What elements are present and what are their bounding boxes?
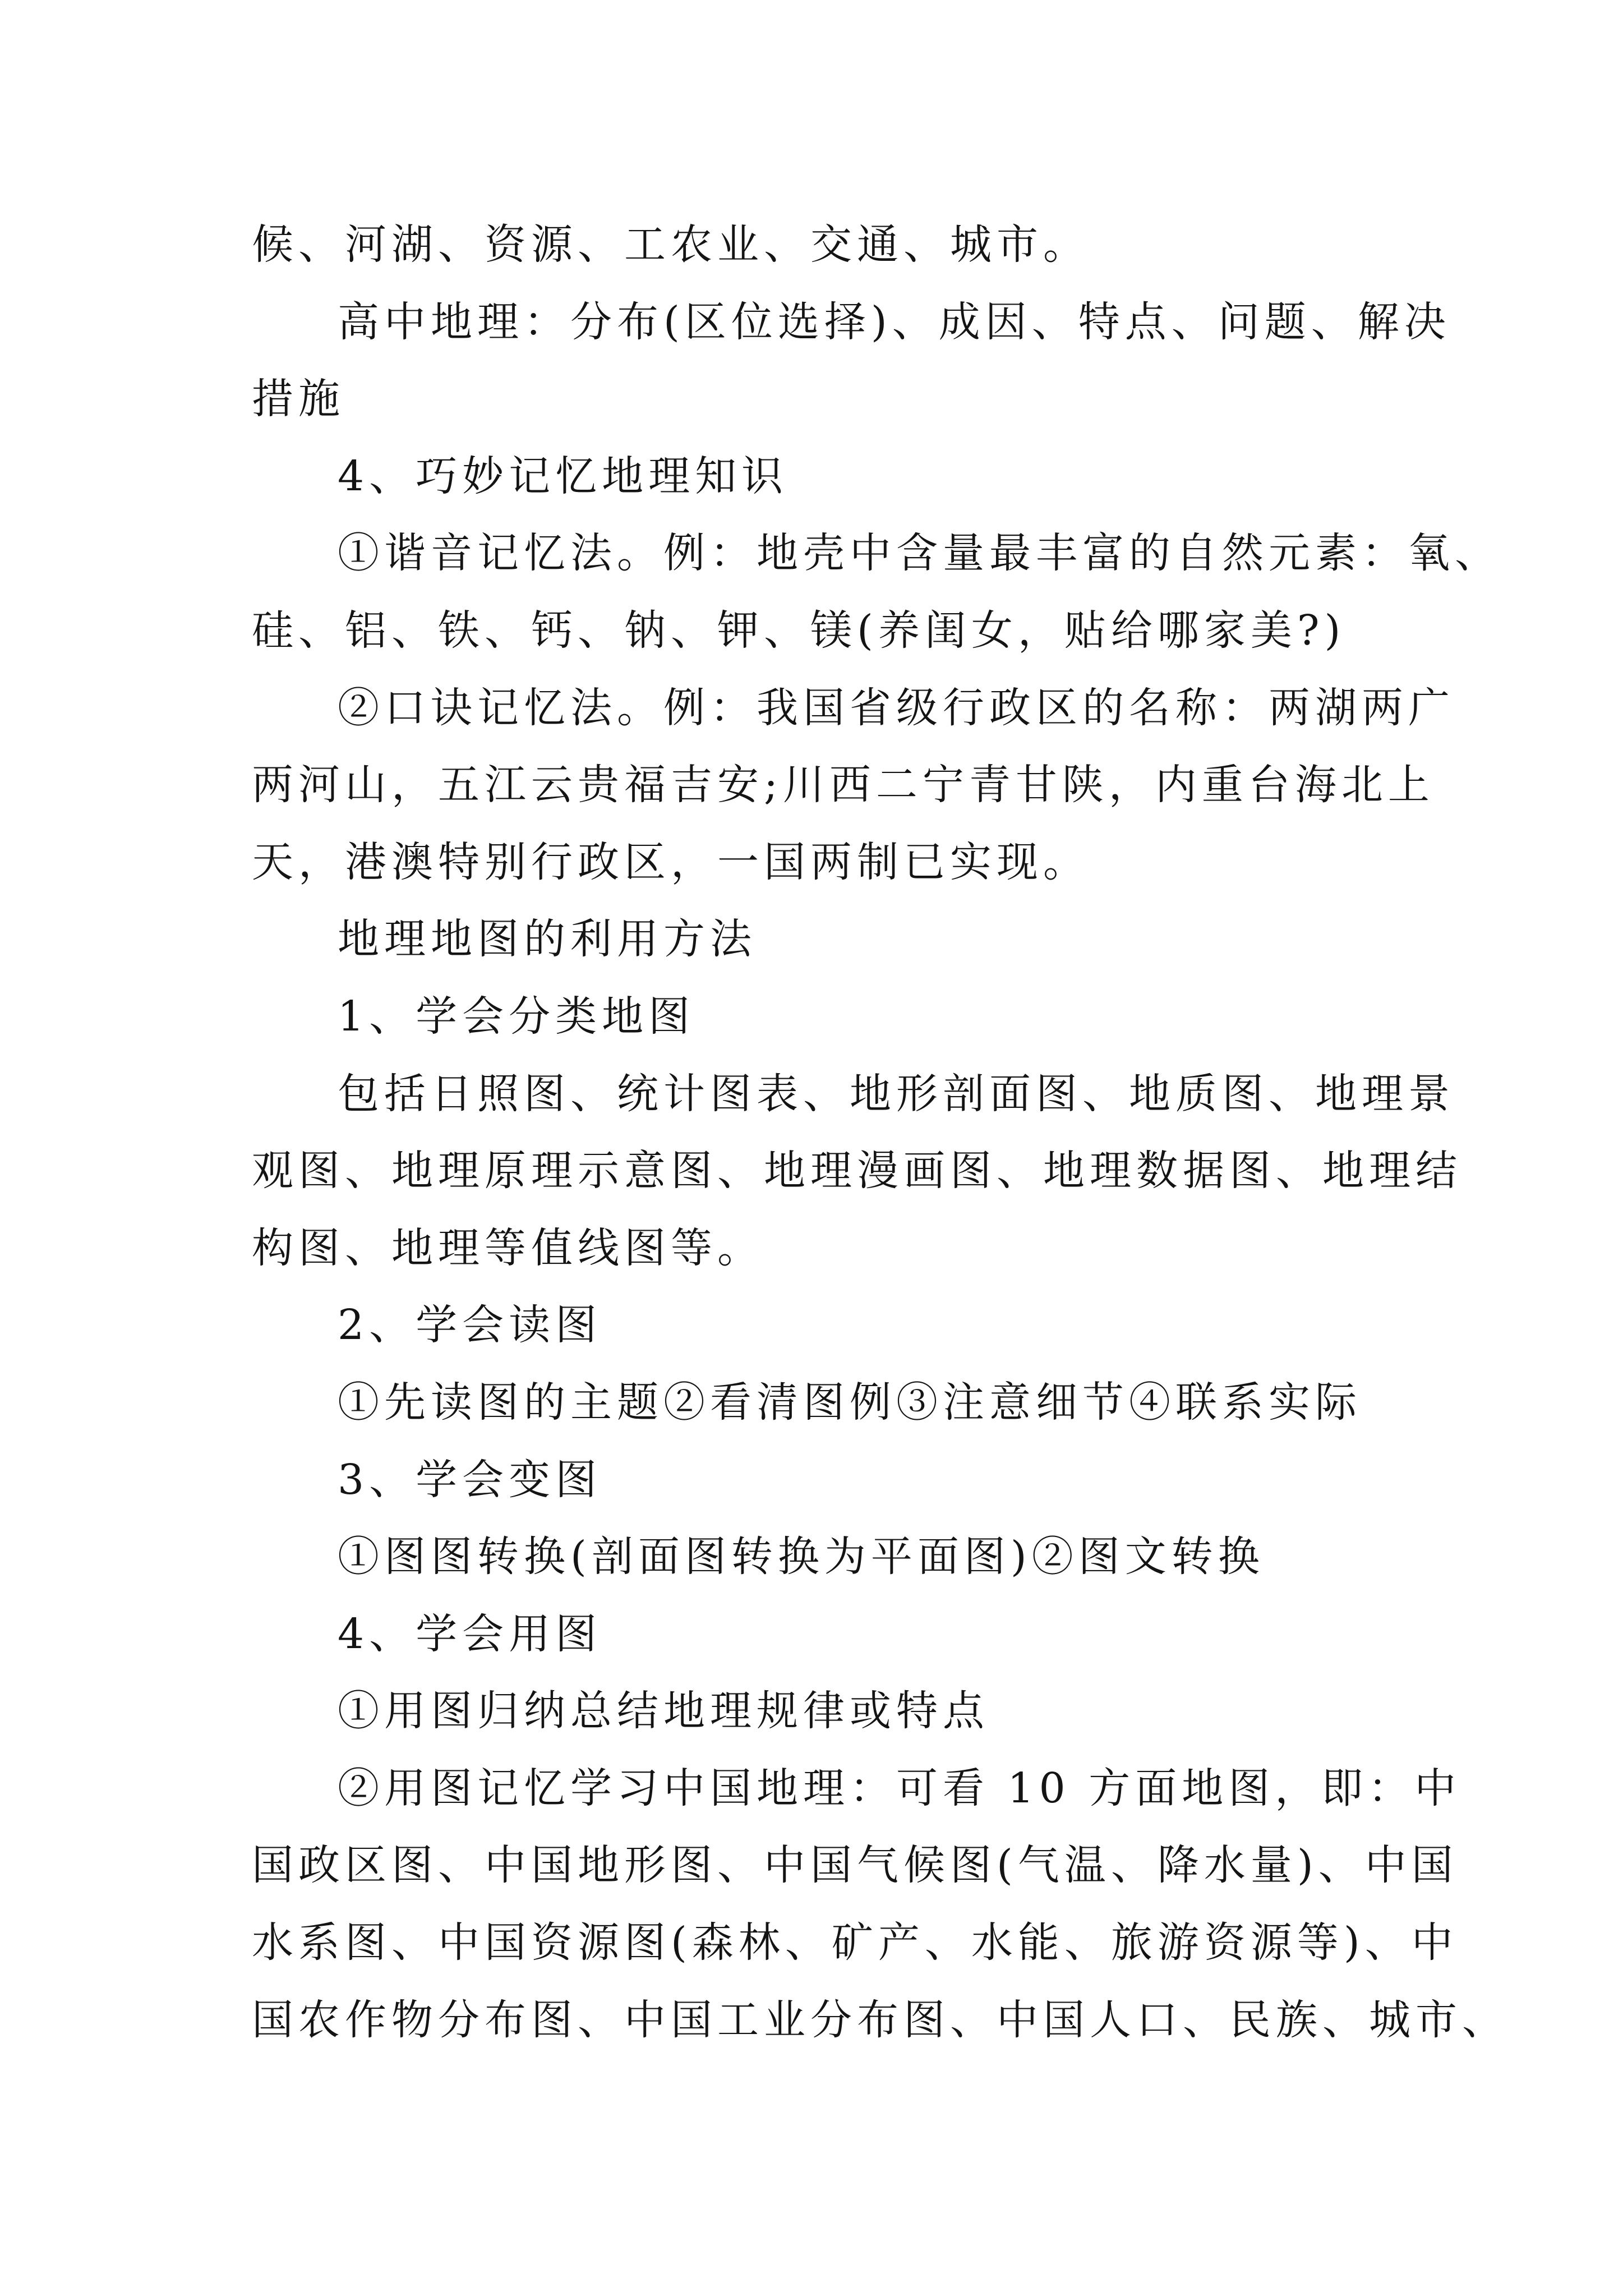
- text-line: 观图、地理原理示意图、地理漫画图、地理数据图、地理结: [252, 1147, 1462, 1195]
- text-line: 高中地理：分布(区位选择)、成因、特点、问题、解决: [338, 297, 1451, 346]
- text-line: 候、河湖、资源、工农业、交通、城市。: [252, 220, 1090, 269]
- text-line: 4、学会用图: [338, 1609, 602, 1658]
- text-line: ①图图转换(剖面图转换为平面图)②图文转换: [338, 1533, 1265, 1581]
- text-line: 地理地图的利用方法: [338, 915, 757, 964]
- text-line: ①谐音记忆法。例：地壳中含量最丰富的自然元素：氧、: [338, 529, 1501, 578]
- document-body: [252, 206, 1509, 2059]
- text-line: 4、巧妙记忆地理知识: [338, 452, 789, 500]
- text-line: 3、学会变图: [338, 1455, 602, 1504]
- text-line: ①先读图的主题②看清图例③注意细节④联系实际: [338, 1378, 1362, 1427]
- text-line: 天，港澳特别行政区，一国两制已实现。: [252, 838, 1090, 886]
- text-line: 2、学会读图: [338, 1301, 602, 1350]
- text-line: 构图、地理等值线图等。: [252, 1223, 764, 1272]
- text-line: 水系图、中国资源图(森林、矿产、水能、旅游资源等)、中: [252, 1918, 1458, 1967]
- text-line: 国农作物分布图、中国工业分布图、中国人口、民族、城市、: [252, 1995, 1509, 2044]
- text-line: 包括日照图、统计图表、地形剖面图、地质图、地理景: [338, 1069, 1455, 1118]
- text-line: 两河山，五江云贵福吉安;川西二宁青甘陕，内重台海北上: [252, 761, 1435, 809]
- text-line: 国政区图、中国地形图、中国气候图(气温、降水量)、中国: [252, 1841, 1458, 1890]
- text-line: 1、学会分类地图: [338, 992, 695, 1041]
- text-line: 措施: [252, 375, 345, 424]
- text-line: 硅、铝、铁、钙、钠、钾、镁(养闺女，贴给哪家美?): [252, 606, 1346, 655]
- text-line: ②口诀记忆法。例：我国省级行政区的名称：两湖两广: [338, 683, 1455, 732]
- text-line: ①用图归纳总结地理规律或特点: [338, 1687, 989, 1736]
- text-line: ②用图记忆学习中国地理：可看 10 方面地图，即：中: [338, 1764, 1461, 1812]
